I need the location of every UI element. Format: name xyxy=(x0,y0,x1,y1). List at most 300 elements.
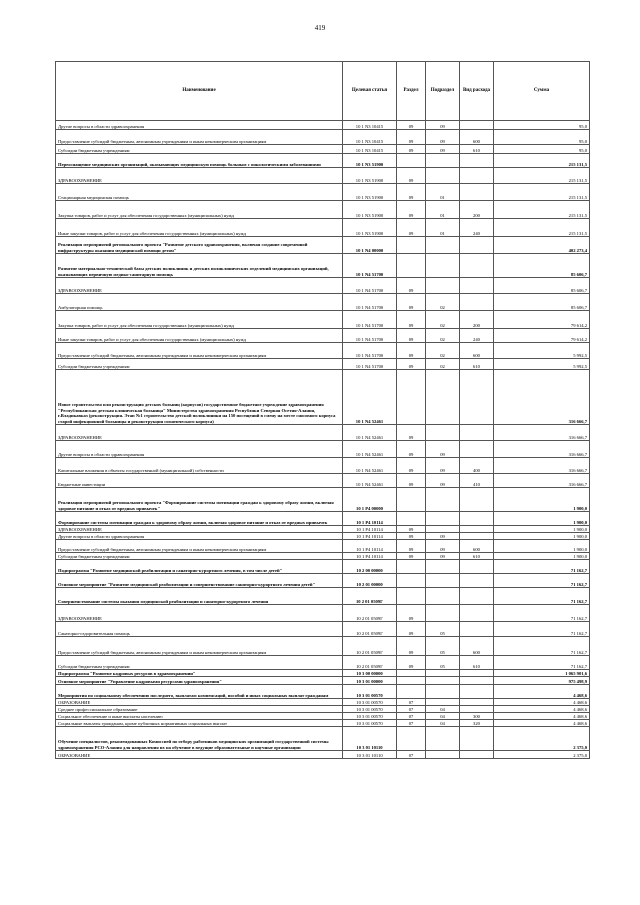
cell-section: 09 xyxy=(397,533,426,540)
table-row xyxy=(56,154,590,168)
cell-sum: 85 606,7 xyxy=(494,278,590,294)
cell-subsection xyxy=(426,526,460,533)
cell-target: 10 1 N4 52461 xyxy=(343,474,397,488)
table-row xyxy=(56,219,590,237)
cell-sum: 71 162,7 xyxy=(494,605,590,622)
cell-target: 10 3 01 00570 xyxy=(343,699,397,706)
cell-subsection xyxy=(426,605,460,622)
cell-section: 09 xyxy=(397,121,426,130)
cell-exp: 240 xyxy=(460,329,494,343)
cell-target: 10 1 N4 52461 xyxy=(343,458,397,474)
cell-exp xyxy=(460,677,494,685)
cell-subsection: 04 xyxy=(426,720,460,727)
table-row xyxy=(56,699,590,706)
cell-name: Социальное обеспечение и иные выплаты населению xyxy=(56,713,343,720)
table-row xyxy=(56,727,590,751)
cell-sum: 4 468,6 xyxy=(494,713,590,720)
table-row xyxy=(56,254,590,278)
cell-target: 10 3 01 00570 xyxy=(343,720,397,727)
cell-target: 10 1 P4 10114 xyxy=(343,526,397,533)
cell-name: Иные закупки товаров, работ и услуг для обеспечения государственных (муниципальных) нужд xyxy=(56,329,343,343)
cell-name: Закупка товаров, работ и услуг для обеспечения государственных (муниципальных) нужд xyxy=(56,311,343,329)
cell-name: Санаторно-оздоровительная помощь xyxy=(56,622,343,637)
cell-subsection xyxy=(426,425,460,441)
table-row xyxy=(56,622,590,637)
cell-name: Основное мероприятие "Управление кадровыми ресурсами здравоохранения" xyxy=(56,677,343,685)
cell-sum: 5 992,5 xyxy=(494,359,590,370)
cell-section xyxy=(397,154,426,168)
cell-target: 10 1 N4 51700 xyxy=(343,343,397,359)
cell-sum: 316 666,7 xyxy=(494,370,590,425)
cell-sum: 1 900,0 xyxy=(494,533,590,540)
cell-exp xyxy=(460,685,494,699)
cell-subsection xyxy=(426,370,460,425)
cell-exp xyxy=(460,533,494,540)
cell-subsection xyxy=(426,560,460,574)
cell-target: 10 1 N4 52461 xyxy=(343,441,397,458)
header-sum: Сумма xyxy=(494,62,590,121)
cell-exp xyxy=(460,278,494,294)
cell-section: 09 xyxy=(397,637,426,656)
cell-exp: 600 xyxy=(460,130,494,145)
cell-exp: 200 xyxy=(460,201,494,219)
cell-sum: 4 468,6 xyxy=(494,685,590,699)
cell-exp xyxy=(460,706,494,713)
cell-subsection: 02 xyxy=(426,311,460,329)
table-row xyxy=(56,474,590,488)
cell-exp xyxy=(460,588,494,605)
cell-name: Реализация мероприятий регионального проекта "Формирование системы мотивации граждан к здоровому образу жизни, включая здоровое питание и отказ от вредных привычек" xyxy=(56,488,343,512)
cell-exp xyxy=(460,121,494,130)
cell-exp: 610 xyxy=(460,656,494,670)
cell-subsection xyxy=(426,685,460,699)
table-row xyxy=(56,359,590,370)
table-row xyxy=(56,533,590,540)
table-row xyxy=(56,574,590,588)
cell-name: Среднее профессиональное образование xyxy=(56,706,343,713)
table-row xyxy=(56,637,590,656)
cell-section: 09 xyxy=(397,605,426,622)
cell-section: 09 xyxy=(397,219,426,237)
cell-exp xyxy=(460,441,494,458)
cell-name: Подпрограмма "Развитие кадровых ресурсов в здравоохранении" xyxy=(56,670,343,677)
table-row xyxy=(56,201,590,219)
cell-subsection: 01 xyxy=(426,219,460,237)
table-row xyxy=(56,488,590,512)
cell-target: 10 1 N3 10415 xyxy=(343,130,397,145)
cell-target: 10 1 N4 00000 xyxy=(343,237,397,254)
cell-exp xyxy=(460,168,494,184)
cell-exp xyxy=(460,727,494,751)
cell-exp: 610 xyxy=(460,359,494,370)
cell-target: 10 2 01 0509Г xyxy=(343,656,397,670)
table-row xyxy=(56,656,590,670)
cell-subsection: 02 xyxy=(426,294,460,311)
cell-section xyxy=(397,254,426,278)
cell-sum: 402 273,4 xyxy=(494,237,590,254)
cell-name: ЗДРАВООХРАНЕНИЕ xyxy=(56,168,343,184)
cell-subsection xyxy=(426,512,460,526)
cell-target: 10 1 N3 51900 xyxy=(343,168,397,184)
cell-name: ЗДРАВООХРАНЕНИЕ xyxy=(56,526,343,533)
table-row xyxy=(56,713,590,720)
cell-name: Амбулаторная помощь xyxy=(56,294,343,311)
cell-section xyxy=(397,512,426,526)
cell-name: ЗДРАВООХРАНЕНИЕ xyxy=(56,278,343,294)
cell-subsection: 09 xyxy=(426,441,460,458)
cell-subsection xyxy=(426,154,460,168)
cell-section: 07 xyxy=(397,699,426,706)
table-row xyxy=(56,512,590,526)
table-row xyxy=(56,425,590,441)
cell-section xyxy=(397,574,426,588)
cell-section: 09 xyxy=(397,329,426,343)
cell-target: 10 1 N3 51900 xyxy=(343,184,397,201)
cell-section: 09 xyxy=(397,168,426,184)
cell-name: Другие вопросы в области здравоохранения xyxy=(56,121,343,130)
cell-name: ЗДРАВООХРАНЕНИЕ xyxy=(56,605,343,622)
cell-sum: 71 162,7 xyxy=(494,656,590,670)
cell-subsection xyxy=(426,751,460,759)
cell-subsection: 01 xyxy=(426,184,460,201)
cell-exp xyxy=(460,370,494,425)
table-row xyxy=(56,370,590,425)
cell-name: ОБРАЗОВАНИЕ xyxy=(56,751,343,759)
table-row xyxy=(56,184,590,201)
cell-target: 10 1 N4 51700 xyxy=(343,278,397,294)
cell-subsection: 09 xyxy=(426,540,460,553)
cell-section xyxy=(397,370,426,425)
cell-sum: 215 131,5 xyxy=(494,219,590,237)
cell-target: 10 1 N3 51900 xyxy=(343,201,397,219)
cell-section: 09 xyxy=(397,130,426,145)
cell-sum: 1 900,0 xyxy=(494,540,590,553)
cell-target: 10 3 01 10110 xyxy=(343,727,397,751)
cell-section: 09 xyxy=(397,526,426,533)
cell-target: 10 2 01 0509Г xyxy=(343,605,397,622)
cell-sum: 316 666,7 xyxy=(494,425,590,441)
cell-name: Иные закупки товаров, работ и услуг для обеспечения государственных (муниципальных) нужд xyxy=(56,219,343,237)
cell-section: 07 xyxy=(397,713,426,720)
cell-target: 10 1 P4 10114 xyxy=(343,553,397,560)
cell-target: 10 3 01 00000 xyxy=(343,677,397,685)
cell-name: Субсидии бюджетным учреждениям xyxy=(56,656,343,670)
cell-section: 09 xyxy=(397,656,426,670)
cell-target: 10 1 N4 52461 xyxy=(343,425,397,441)
cell-name: Совершенствование системы оказания медицинской реабилитации и санаторно-курортного лечения xyxy=(56,588,343,605)
cell-sum: 1 900,0 xyxy=(494,526,590,533)
cell-sum: 71 162,7 xyxy=(494,622,590,637)
cell-subsection xyxy=(426,168,460,184)
table-row xyxy=(56,685,590,699)
table-row xyxy=(56,526,590,533)
cell-sum: 79 614,2 xyxy=(494,329,590,343)
cell-sum: 2 375,0 xyxy=(494,751,590,759)
cell-section: 09 xyxy=(397,553,426,560)
cell-section: 09 xyxy=(397,184,426,201)
cell-exp: 600 xyxy=(460,343,494,359)
cell-name: Субсидии бюджетным учреждениям xyxy=(56,359,343,370)
cell-sum: 71 162,7 xyxy=(494,588,590,605)
cell-subsection: 02 xyxy=(426,359,460,370)
cell-sum: 215 131,5 xyxy=(494,168,590,184)
cell-exp: 600 xyxy=(460,540,494,553)
cell-target: 10 1 N4 52461 xyxy=(343,370,397,425)
cell-target: 10 1 N3 51900 xyxy=(343,219,397,237)
cell-subsection xyxy=(426,699,460,706)
cell-subsection xyxy=(426,670,460,677)
cell-section xyxy=(397,670,426,677)
cell-name: Другие вопросы в области здравоохранения xyxy=(56,441,343,458)
cell-target: 10 1 N3 51900 xyxy=(343,154,397,168)
cell-sum: 5 992,5 xyxy=(494,343,590,359)
cell-sum: 215 131,5 xyxy=(494,184,590,201)
cell-subsection: 09 xyxy=(426,130,460,145)
cell-sum: 4 468,6 xyxy=(494,699,590,706)
cell-subsection: 04 xyxy=(426,713,460,720)
cell-section: 09 xyxy=(397,441,426,458)
cell-subsection xyxy=(426,677,460,685)
table-row xyxy=(56,311,590,329)
cell-name: Стационарная медицинская помощь xyxy=(56,184,343,201)
cell-target: 10 1 P4 10114 xyxy=(343,540,397,553)
cell-exp xyxy=(460,622,494,637)
cell-exp xyxy=(460,184,494,201)
table-body xyxy=(56,121,590,759)
table-row xyxy=(56,720,590,727)
cell-exp xyxy=(460,512,494,526)
table-row xyxy=(56,121,590,130)
cell-sum: 95,0 xyxy=(494,121,590,130)
cell-section: 07 xyxy=(397,720,426,727)
cell-target: 10 1 P4 10114 xyxy=(343,512,397,526)
cell-sum: 316 666,7 xyxy=(494,474,590,488)
cell-exp xyxy=(460,670,494,677)
cell-section xyxy=(397,588,426,605)
table-row xyxy=(56,670,590,677)
cell-name: Подпрограмма "Развитие медицинской реабилитации и санаторно-курортного лечения, в том числе детей" xyxy=(56,560,343,574)
cell-exp: 320 xyxy=(460,720,494,727)
cell-sum: 95,0 xyxy=(494,130,590,145)
cell-target: 10 2 01 0509Г xyxy=(343,637,397,656)
cell-section: 09 xyxy=(397,145,426,154)
cell-name: Мероприятия по социальному обеспечению последнего, выплатам компенсаций, пособий и иных социальных выплат гражданам xyxy=(56,685,343,699)
budget-table xyxy=(55,61,590,759)
table-row xyxy=(56,329,590,343)
cell-section xyxy=(397,488,426,512)
cell-subsection xyxy=(426,237,460,254)
cell-exp: 610 xyxy=(460,145,494,154)
cell-sum: 71 162,7 xyxy=(494,560,590,574)
cell-sum: 1 900,0 xyxy=(494,553,590,560)
cell-subsection xyxy=(426,727,460,751)
cell-name: Предоставление субсидий бюджетным, автономным учреждениям и иным некоммерческим организациям xyxy=(56,130,343,145)
cell-exp xyxy=(460,526,494,533)
cell-section: 09 xyxy=(397,294,426,311)
cell-target: 10 3 01 00570 xyxy=(343,685,397,699)
cell-section: 09 xyxy=(397,311,426,329)
cell-name: Переоснащение медицинских организаций, оказывающих медицинскую помощь больным с онкологическими заболеваниями xyxy=(56,154,343,168)
cell-sum: 85 606,7 xyxy=(494,254,590,278)
cell-exp xyxy=(460,751,494,759)
cell-name: Предоставление субсидий бюджетным, автономным учреждениям и иным некоммерческим организациям xyxy=(56,637,343,656)
cell-subsection: 09 xyxy=(426,553,460,560)
cell-target: 10 1 P4 10114 xyxy=(343,533,397,540)
cell-section: 09 xyxy=(397,359,426,370)
table-row xyxy=(56,560,590,574)
cell-target: 10 3 01 00570 xyxy=(343,706,397,713)
cell-name: Субсидии бюджетным учреждениям xyxy=(56,145,343,154)
cell-name: Субсидии бюджетным учреждениям xyxy=(56,553,343,560)
header-target: Целевая статья xyxy=(343,62,397,121)
cell-target: 10 3 01 10110 xyxy=(343,751,397,759)
cell-section: 07 xyxy=(397,706,426,713)
cell-sum: 2 375,0 xyxy=(494,727,590,751)
cell-exp xyxy=(460,560,494,574)
table-row xyxy=(56,588,590,605)
table-row xyxy=(56,751,590,759)
cell-exp: 300 xyxy=(460,713,494,720)
cell-section: 09 xyxy=(397,278,426,294)
cell-exp xyxy=(460,154,494,168)
cell-section xyxy=(397,237,426,254)
cell-target: 10 2 00 00000 xyxy=(343,560,397,574)
cell-name: ЗДРАВООХРАНЕНИЕ xyxy=(56,425,343,441)
cell-exp xyxy=(460,425,494,441)
cell-name: Формирование системы мотивации граждан к здоровому образу жизни, включая здоровое питание и отказ от вредных привычек xyxy=(56,512,343,526)
cell-subsection: 05 xyxy=(426,637,460,656)
cell-target: 10 1 N4 51700 xyxy=(343,311,397,329)
cell-section: 09 xyxy=(397,474,426,488)
cell-subsection xyxy=(426,574,460,588)
cell-exp xyxy=(460,574,494,588)
cell-name: Капитальные вложения в объекты государственной (муниципальной) собственности xyxy=(56,458,343,474)
cell-subsection xyxy=(426,488,460,512)
table-row xyxy=(56,237,590,254)
cell-sum: 71 162,7 xyxy=(494,574,590,588)
cell-sum: 1 065 901,6 xyxy=(494,670,590,677)
cell-subsection xyxy=(426,588,460,605)
table-row xyxy=(56,553,590,560)
page-number: 419 xyxy=(314,24,326,32)
cell-section xyxy=(397,677,426,685)
cell-subsection: 09 xyxy=(426,458,460,474)
cell-name: Закупка товаров, работ и услуг для обеспечения государственных (муниципальных) нужд xyxy=(56,201,343,219)
cell-sum: 79 614,2 xyxy=(494,311,590,329)
cell-sum: 4 468,6 xyxy=(494,706,590,713)
cell-target: 10 2 01 0509Г xyxy=(343,588,397,605)
cell-subsection: 09 xyxy=(426,474,460,488)
cell-target: 10 2 01 00000 xyxy=(343,574,397,588)
cell-subsection: 05 xyxy=(426,656,460,670)
cell-section: 09 xyxy=(397,458,426,474)
table-row xyxy=(56,130,590,145)
cell-subsection: 04 xyxy=(426,706,460,713)
cell-section: 07 xyxy=(397,751,426,759)
cell-target: 10 1 N4 51700 xyxy=(343,254,397,278)
cell-name: Реализация мероприятий регионального проекта "Развитие детского здравоохранения, включая создание современной инфраструктуры оказания медицинской помощи детям" xyxy=(56,237,343,254)
cell-name: Предоставление субсидий бюджетным, автономным учреждениям и иным некоммерческим организациям xyxy=(56,540,343,553)
cell-target: 10 1 P4 00000 xyxy=(343,488,397,512)
cell-exp: 200 xyxy=(460,311,494,329)
cell-exp: 410 xyxy=(460,474,494,488)
header-name: Наименование xyxy=(56,62,343,121)
cell-target: 10 1 N4 51700 xyxy=(343,294,397,311)
cell-subsection: 09 xyxy=(426,533,460,540)
cell-name: Основное мероприятие "Развитие медицинской реабилитации и совершенствование санаторно-курортного лечения детей" xyxy=(56,574,343,588)
cell-name: Новое строительство или реконструкция детских больниц (корпусов) государственное бюджетное учреждение здравоохранения "Республиканская детская клиническая больница" Министерства здравоохранения Республики Северная Осетия-Алания, г.Владикавказ (реконструкция. Этап №1 строительство детской поликлиники на 150 посещений в смену на месте сносимого корпуса старой инфекционной больницы и реконструкция соматического корпуса) xyxy=(56,370,343,425)
table-header-row xyxy=(56,62,590,121)
cell-subsection xyxy=(426,254,460,278)
table-row xyxy=(56,168,590,184)
cell-exp xyxy=(460,605,494,622)
cell-target: 10 1 N3 10415 xyxy=(343,145,397,154)
header-section: Раздел xyxy=(397,62,426,121)
cell-name: Развитие материально-технической базы детских поликлиник и детских поликлинических отделений медицинских организаций, оказывающих первичную медико-санитарную помощь xyxy=(56,254,343,278)
cell-section: 09 xyxy=(397,343,426,359)
cell-subsection: 09 xyxy=(426,145,460,154)
header-exp-type: Вид расхода xyxy=(460,62,494,121)
table-row xyxy=(56,278,590,294)
cell-section: 09 xyxy=(397,201,426,219)
cell-subsection xyxy=(426,278,460,294)
cell-subsection: 05 xyxy=(426,622,460,637)
cell-section xyxy=(397,685,426,699)
cell-section: 09 xyxy=(397,425,426,441)
cell-section: 09 xyxy=(397,622,426,637)
cell-section xyxy=(397,727,426,751)
cell-exp xyxy=(460,294,494,311)
cell-target: 10 1 N4 51700 xyxy=(343,359,397,370)
cell-exp xyxy=(460,488,494,512)
cell-sum: 975 498,9 xyxy=(494,677,590,685)
cell-sum: 1 900,0 xyxy=(494,512,590,526)
cell-sum: 71 162,7 xyxy=(494,637,590,656)
cell-sum: 316 666,7 xyxy=(494,458,590,474)
cell-section xyxy=(397,560,426,574)
cell-sum: 316 666,7 xyxy=(494,441,590,458)
header-subsection: Подраздел xyxy=(426,62,460,121)
cell-exp: 400 xyxy=(460,458,494,474)
table-row xyxy=(56,706,590,713)
cell-name: Обучение специалистов, рекомендованных Комиссией по отбору работников медицинских организаций государственной системы здравоохранения РСО-Алания для направления их на обучение в ведущие образовательные и научные организации xyxy=(56,727,343,751)
cell-sum: 95,0 xyxy=(494,145,590,154)
cell-exp xyxy=(460,699,494,706)
cell-sum: 215 131,5 xyxy=(494,154,590,168)
cell-subsection: 02 xyxy=(426,329,460,343)
cell-name: Предоставление субсидий бюджетным, автономным учреждениям и иным некоммерческим организациям xyxy=(56,343,343,359)
cell-name: Бюджетные инвестиции xyxy=(56,474,343,488)
cell-sum: 1 900,0 xyxy=(494,488,590,512)
cell-target: 10 1 N3 10415 xyxy=(343,121,397,130)
cell-sum: 215 131,5 xyxy=(494,201,590,219)
cell-target: 10 1 N4 51700 xyxy=(343,329,397,343)
cell-name: Другие вопросы в области здравоохранения xyxy=(56,533,343,540)
cell-target: 10 3 00 00000 xyxy=(343,670,397,677)
cell-subsection: 09 xyxy=(426,121,460,130)
cell-name: Социальные выплаты гражданам, кроме публичных нормативных социальных выплат xyxy=(56,720,343,727)
cell-subsection: 01 xyxy=(426,201,460,219)
table-row xyxy=(56,458,590,474)
table-row xyxy=(56,540,590,553)
cell-exp: 600 xyxy=(460,637,494,656)
cell-subsection: 02 xyxy=(426,343,460,359)
cell-name: ОБРАЗОВАНИЕ xyxy=(56,699,343,706)
table-row xyxy=(56,343,590,359)
table-row xyxy=(56,145,590,154)
cell-exp: 240 xyxy=(460,219,494,237)
cell-section: 09 xyxy=(397,540,426,553)
